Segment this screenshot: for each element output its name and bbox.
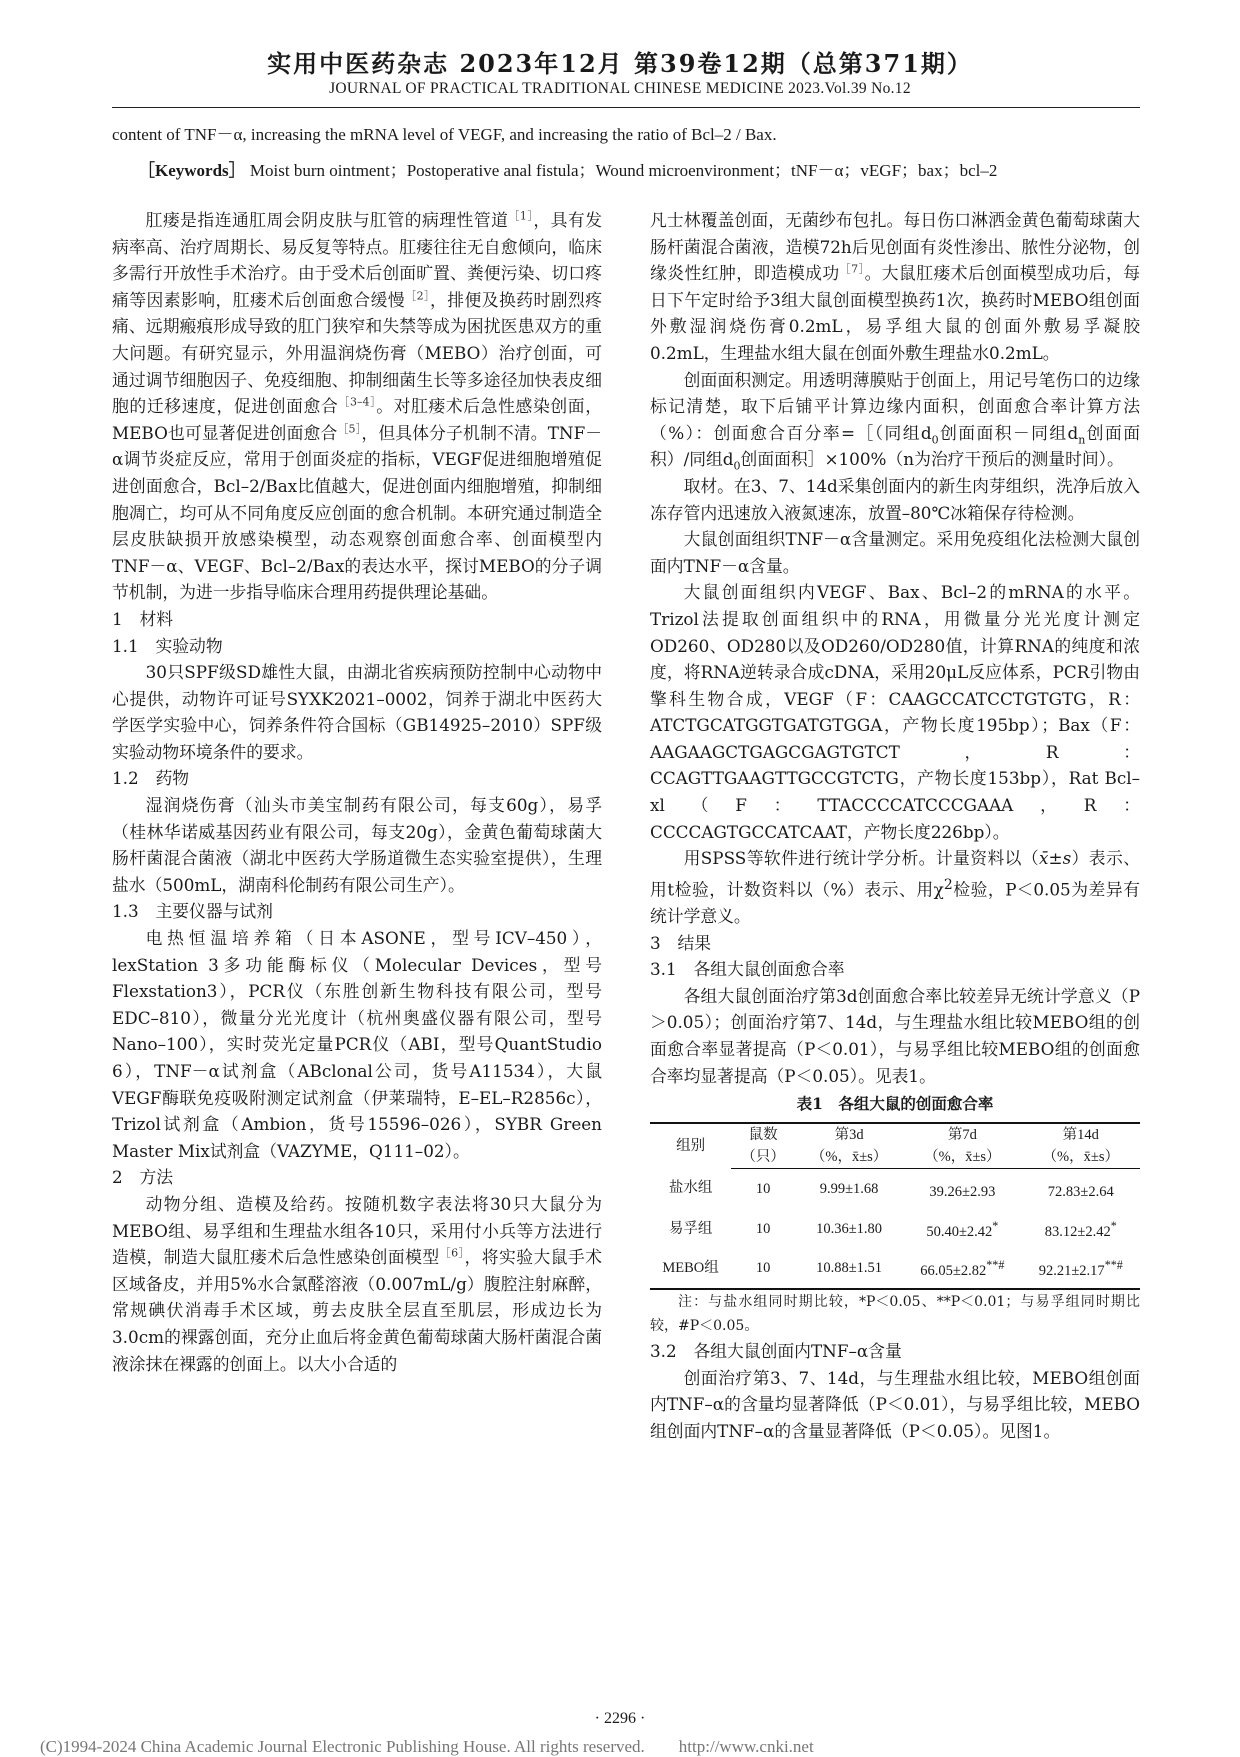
paragraph-sampling: 取材。在3、7、14d采集创面内的新生肉芽组织，洗净后放入冻存管内迅速放入液氮速冻，放置–80℃冰箱保存待检测。 bbox=[650, 475, 1140, 523]
table-note: 注：与盐水组同时期比较，*P＜0.05、**P＜0.01；与易孚组同时期比较，#P＜0.05。 bbox=[650, 1294, 1140, 1335]
table-header: （只） bbox=[731, 1146, 795, 1169]
table-header: 第3d bbox=[795, 1123, 903, 1146]
paragraph-statistics: 用SPSS等软件进行统计学分析。计量资料以（x̄±s）表示、用t检验，计数资料以（%）表示、用$\chi^2$检验，P＜0.05为差异有统计学意义。 bbox=[650, 848, 1140, 927]
citation: ［6］ bbox=[439, 1246, 465, 1260]
table-caption: 表1 各组大鼠的创面愈合率 bbox=[796, 1094, 994, 1114]
keywords bbox=[112, 158, 1140, 183]
table-row: 盐水组 10 9.99±1.68 39.26±2.93 72.83±2.64 bbox=[668, 1180, 1114, 1200]
table-header: （%，x̄±s） bbox=[795, 1146, 903, 1169]
subsection-heading: 1.3 主要仪器与试剂 bbox=[112, 901, 273, 922]
citation: ［7］ bbox=[839, 262, 865, 276]
journal-title-en: JOURNAL OF PRACTICAL TRADITIONAL CHINESE MEDICINE 2023.Vol.39 No.12 bbox=[329, 80, 911, 97]
paragraph: 电热恒温培养箱（日本ASONE，型号ICV–450），lexStation 3多功能酶标仪（Molecular Devices，型号Flexstation3），PCR仪（东胜创新生物科技有限公司，型号EDC–810），微量分光光度计（杭州奥盛仪器有限公司，型号Nano–100），实时荧光定量PCR仪（ABI，型号QuantStudio 6），TNF－α试剂盒（ABclonal公司，货号A11534），大鼠VEGF酶联免疫吸附测定试剂盒（伊莱瑞特，E–EL–R2856c），Trizol试剂盒（Ambion，货号15596–026），SYBR Green Master Mix试剂盒（VAZYME，Q111–02）。 bbox=[112, 928, 602, 1161]
table-row: 易孚组 10 10.36±1.80 50.40±2.42* 83.12±2.42* bbox=[668, 1218, 1117, 1240]
table-header: 鼠数 bbox=[731, 1123, 795, 1146]
keywords-text: Moist burn ointment；Postoperative anal fistula；Wound microenvironment；tNF－α；vEGF；bax；bcl–2 bbox=[249, 161, 998, 180]
paragraph: 30只SPF级SD雄性大鼠，由湖北省疾病预防控制中心动物中心提供，动物许可证号SYXK2021–0002，饲养于湖北中医药大学医学实验中心，饲养条件符合国标（GB14925–2010）SPF级实验动物环境条件的要求。 bbox=[112, 662, 602, 762]
page-number: · 2296 · bbox=[594, 1710, 646, 1727]
subsection-heading: 1.1 实验动物 bbox=[112, 635, 223, 656]
paragraph: 创面治疗第3、7、14d，与生理盐水组比较，MEBO组创面内TNF–α的含量均显著降低（P＜0.01），与易孚组比较，MEBO组创面内TNF–α的含量显著降低（P＜0.05）。见图1。 bbox=[650, 1367, 1140, 1442]
intro-paragraph: 肛瘘是指连通肛周会阴皮肤与肛管的病理性管道$^{[1]}$，具有发病率高、治疗周期长、易反复等特点。肛瘘往往无自愈倾向，临床多需行开放性手术治疗。由于受术后创面旷置、粪便污染、切口疼痛等因素影响，肛瘘术后创面愈合缓慢$^{[2]}$，排便及换药时剧烈疼痛、远期瘢痕形成导致的肛门狭窄和失禁等成为困扰医患双方的重大问题。有研究显示，外用温润烧伤膏（MEBO）治疗创面，可通过调节细胞因子、免疫细胞、抑制细菌生长等多途径加快表皮细胞的迁移速度，促进创面愈合$^{[3-4]}$。对肛瘘术后急性感染创面，MEBO也可显著促进创面愈合$^{[5]}$，但具体分子机制不清。TNF－α调节炎症反应，常用于创面炎症的指标，VEGF促进细胞增殖促进创面愈合，Bcl–2/Bax比值越大，促进创面内细胞增殖，抑制细胞凋亡，均可从不同角度反应创面的愈合机制。本研究通过制造全层皮肤缺损开放感染模型，动态观察创面愈合率、创面模型内TNF－α、VEGF、Bcl–2/Bax的表达水平，探讨MEBO的分子调节机制，为进一步指导临床合理用药提供理论基础。 bbox=[112, 209, 603, 603]
left-column bbox=[112, 207, 602, 1377]
paragraph-tnf: 大鼠创面组织TNF－α含量测定。采用免疫组化法检测大鼠创面内TNF－α含量。 bbox=[650, 529, 1140, 576]
subsection-heading: 1.2 药物 bbox=[112, 768, 190, 789]
paragraph-continued: 凡士林覆盖创面，无菌纱布包扎。每日伤口淋洒金黄色葡萄球菌大肠杆菌混合菌液，造模72h后见创面有炎性渗出、脓性分泌物，创缘炎性红肿，即造模成功$^{[7]}$。大鼠肛瘘术后创面模型成功后，每日下午定时给予3组大鼠创面模型换药1次，换药时MEBO组创面外敷湿润烧伤膏0.2mL，易孚组大鼠的创面外敷易孚凝胶0.2mL，生理盐水组大鼠在创面外敷生理盐水0.2mL。 bbox=[650, 210, 1140, 363]
subsection-heading: 3.1 各组大鼠创面愈合率 bbox=[650, 959, 845, 980]
section-heading-materials: 1 材料 bbox=[112, 608, 174, 629]
journal-title-cn: 实用中医药杂志 2023年12月 第39卷12期（总第371期） bbox=[267, 49, 973, 78]
citation: ［2］ bbox=[405, 289, 431, 303]
abstract-end: content of TNF－α, increasing the mRNA level of VEGF, and increasing the ratio of Bcl–2 / Bax. bbox=[112, 125, 777, 144]
header-rule bbox=[112, 107, 1140, 108]
table-header: （%，x̄±s） bbox=[1022, 1146, 1140, 1169]
keywords-label: ［Keywords］ bbox=[138, 161, 246, 180]
table-header: 第7d bbox=[903, 1123, 1021, 1146]
section-heading-results: 3 结果 bbox=[650, 932, 712, 953]
copyright-watermark: (C)1994-2024 China Academic Journal Electronic Publishing House. All rights reserved. http://www.cnki.net bbox=[40, 1737, 814, 1756]
paragraph-grouping: 动物分组、造模及给药。按随机数字表法将30只大鼠分为MEBO组、易孚组和生理盐水组各10只，采用付小兵等方法进行造模，制造大鼠肛瘘术后急性感染创面模型$^{[6]}$，将实验大鼠手术区域备皮，并用5%水合氯醛溶液（0.007mL/g）腹腔注射麻醉，常规碘伏消毒手术区域，剪去皮肤全层直至肌层，形成边长为3.0cm的裸露创面，充分止血后将金黄色葡萄球菌大肠杆菌混合菌液涂抹在裸露的创面上。以大小合适的 bbox=[112, 1193, 602, 1374]
right-column bbox=[650, 207, 1140, 1445]
table-header: 组别 bbox=[650, 1123, 731, 1169]
citation: ［3–4］ bbox=[338, 395, 377, 409]
paragraph-pcr: 大鼠创面组织内VEGF、Bax、Bcl–2的mRNA的水平。Trizol法提取创面组织中的RNA，用微量分光光度计测定OD260、OD280以及OD260/OD280值，计算RNA的纯度和浓度，将RNA逆转录合成cDNA，采用20μL反应体系，PCR引物由擎科生物合成，VEGF（F：CAAGCCATCCTGTGTG，R：ATCTGCATGGTGATGTGGA，产物长度195bp）；Bax（F：AAGAAGCTGAGCGAGTGTCT，R：CCAGTTGAAGTTGCCGTCTG，产物长度153bp），Rat Bcl–xl（F：TTACCCCATCCCGAAA，R：CCCCAGTGCCATCAAT，产物长度226bp）。 bbox=[650, 582, 1140, 842]
table-row: MEBO组 10 10.88±1.51 66.05±2.82**# 92.21±2.17**# bbox=[650, 1248, 1140, 1289]
citation: ［5］ bbox=[337, 422, 362, 436]
citation: ［1］ bbox=[508, 209, 534, 223]
paragraph-area: 创面面积测定。用透明薄膜贴于创面上，用记号笔伤口的边缘标记清楚，取下后铺平计算边缘内面积，创面愈合率计算方法（%）：创面愈合百分率=［（同组$d_0$创面面积－同组$d_n$创面面积）/同组$d_0$创面面积］×100%（n为治疗干预后的测量时间）。 bbox=[650, 369, 1140, 473]
paragraph: 各组大鼠创面治疗第3d创面愈合率比较差异无统计学意义（P＞0.05）；创面治疗第7、14d，与生理盐水组比较MEBO组的创面愈合率显著提高（P＜0.01），与易孚组比较MEBO组的创面愈合率均显著提高（P＜0.05）。见表1。 bbox=[650, 985, 1140, 1086]
section-heading-methods: 2 方法 bbox=[112, 1167, 174, 1188]
healing-rate-table bbox=[650, 1122, 1140, 1290]
subsection-heading: 3.2 各组大鼠创面内TNF–α含量 bbox=[650, 1341, 902, 1362]
paragraph: 湿润烧伤膏（汕头市美宝制药有限公司，每支60g），易孚（桂林华诺威基因药业有限公司，每支20g），金黄色葡萄球菌大肠杆菌混合菌液（湖北中医药大学肠道微生态实验室提供），生理盐水（500mL，湖南科伦制药有限公司生产）。 bbox=[112, 795, 602, 895]
table-header: （%，x̄±s） bbox=[903, 1146, 1021, 1169]
table-header: 第14d bbox=[1022, 1123, 1140, 1146]
